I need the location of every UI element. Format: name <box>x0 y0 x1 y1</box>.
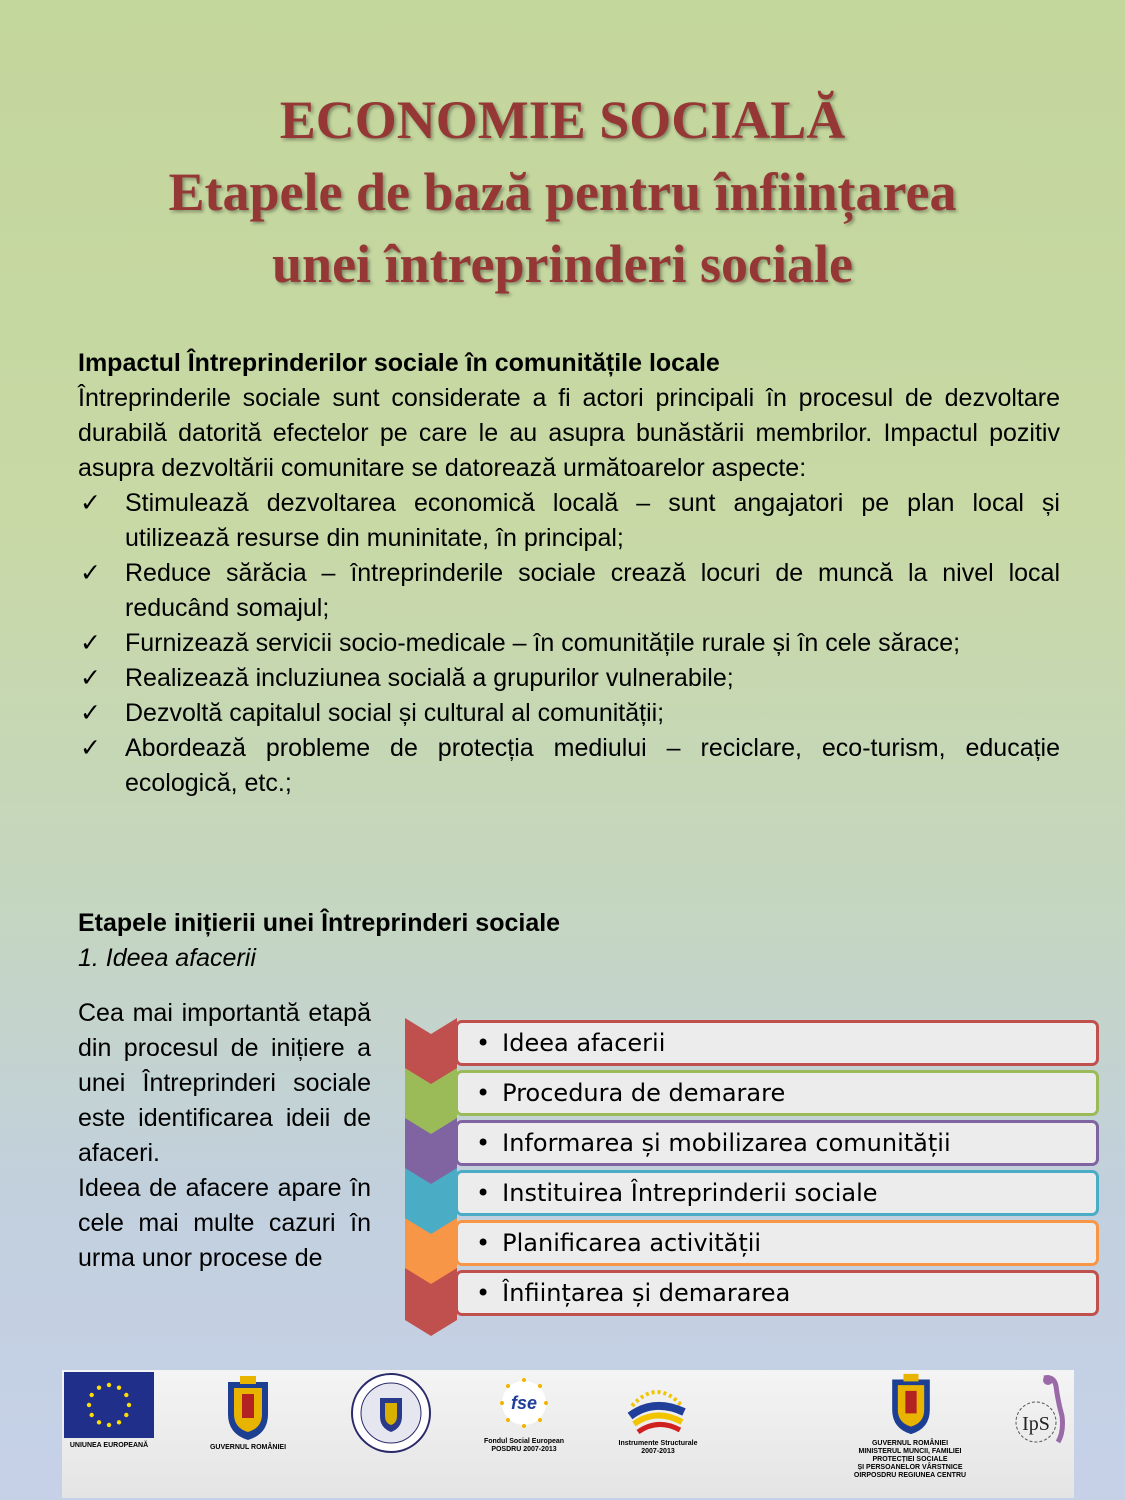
ministry-coat-of-arms-icon <box>886 1372 936 1436</box>
step-label-box <box>455 1220 1099 1266</box>
step-item <box>405 1268 1081 1318</box>
fse-logo-icon <box>494 1376 554 1430</box>
ministry-caption-line: GUVERNUL ROMÂNIEI <box>871 1440 949 1447</box>
list-item-text: Reduce sărăcia – întreprinderile sociale crează locuri de muncă la nivel local reducând somajul; <box>125 559 1060 622</box>
step-label-box <box>455 1070 1099 1116</box>
check-icon: ✓ <box>80 734 101 762</box>
list-item-text: Furnizează servicii socio-medicale – în comunitățile rurale și în cele sărace; <box>125 629 961 657</box>
stages-heading: Etapele inițierii unei Întreprinderi sociale <box>78 909 561 937</box>
list-item-text: Abordează probleme de protecția mediului – reciclare, eco-turism, educație ecologică, etc.; <box>125 734 1060 797</box>
step-label: Planificarea activității <box>502 1229 762 1257</box>
step-label: Instituirea Întreprinderii sociale <box>502 1179 878 1207</box>
bullet-icon: • <box>476 1079 491 1107</box>
eu-star-icon <box>89 1413 93 1417</box>
step-item <box>405 1218 1081 1268</box>
check-icon: ✓ <box>80 559 101 587</box>
eu-star-icon <box>107 1383 111 1387</box>
stages-section <box>78 906 1060 976</box>
coat-of-arms-icon <box>222 1374 274 1442</box>
list-item <box>78 486 1060 556</box>
steps-diagram <box>405 1018 1081 1348</box>
eu-flag-icon <box>64 1372 154 1438</box>
list-item <box>78 556 1060 626</box>
eu-star-icon <box>117 1420 121 1424</box>
ministry-caption <box>832 1440 988 1480</box>
list-item <box>78 696 1060 731</box>
step-item <box>405 1168 1081 1218</box>
step-label-box <box>455 1120 1099 1166</box>
bullet-icon: • <box>476 1279 491 1307</box>
bullet-icon: • <box>476 1179 491 1207</box>
step-label-box <box>455 1020 1099 1066</box>
is-caption: Instrumente Structurale <box>618 1440 698 1447</box>
eu-star-icon <box>127 1403 131 1407</box>
is-caption-sub: 2007-2013 <box>641 1448 675 1455</box>
step-label-box <box>455 1170 1099 1216</box>
stages-paragraph-1: Cea mai importantă etapă din procesul de inițiere a unei Întreprinderi sociale este identificarea ideii de afaceri. <box>78 999 371 1167</box>
eu-star-icon <box>117 1385 121 1389</box>
page-title <box>0 84 1125 300</box>
fse-caption: Fondul Social European <box>483 1438 565 1445</box>
svg-text:IpS: IpS <box>1022 1413 1050 1435</box>
list-item-text: Dezvoltă capitalul social și cultural al comunității; <box>125 699 665 727</box>
stages-paragraph-2: Ideea de afacere apare în cele mai multe cazuri în urma unor procese de <box>78 1174 371 1272</box>
list-item <box>78 626 1060 661</box>
list-item <box>78 731 1060 801</box>
step-item <box>405 1118 1081 1168</box>
eu-star-icon <box>107 1423 111 1427</box>
ministry-caption-line: ȘI PERSOANELOR VÂRSTNICE <box>857 1464 963 1471</box>
impact-paragraph: Întreprinderile sociale sunt considerate a fi actori principali în procesul de dezvoltare durabilă datorită efectelor pe care le au asupra bunăstării membrilor. Impactul pozitiv asupra dezvoltării comunitare se datorează următoarelor aspecte: <box>78 384 1060 482</box>
impact-section <box>78 346 1060 801</box>
fse-caption-sub: POSDRU 2007-2013 <box>491 1446 557 1453</box>
check-icon: ✓ <box>80 664 101 692</box>
impact-list <box>78 486 1060 801</box>
title-line-1: ECONOMIE SOCIALĂ <box>279 90 846 150</box>
title-line-2: Etapele de bază pentru înființarea <box>168 162 957 222</box>
stages-subheading: 1. Ideea afacerii <box>78 944 256 972</box>
svg-text:fse: fse <box>510 1393 538 1413</box>
ips-logo-icon <box>1006 1372 1072 1452</box>
step-item <box>405 1018 1081 1068</box>
eu-star-icon <box>124 1393 128 1397</box>
eu-star-icon <box>97 1420 101 1424</box>
list-item-text: Realizează incluziunea socială a grupurilor vulnerabile; <box>125 664 734 692</box>
list-item-text: Stimulează dezvoltarea economică locală – sunt angajatori pe plan local și utilizează resurse din muninitate, în principal; <box>125 489 1060 552</box>
structural-instruments-logo-icon <box>624 1376 690 1438</box>
eu-caption: UNIUNEA EUROPEANĂ <box>69 1442 149 1449</box>
impact-heading: Impactul Întreprinderilor sociale în comunitățile locale <box>78 349 720 377</box>
step-label: Informarea și mobilizarea comunității <box>502 1129 951 1157</box>
step-label: Înființarea și demararea <box>502 1279 791 1307</box>
bullet-icon: • <box>476 1129 491 1157</box>
eu-star-icon <box>87 1403 91 1407</box>
step-item <box>405 1068 1081 1118</box>
eu-star-icon <box>97 1385 101 1389</box>
step-label: Ideea afacerii <box>502 1029 666 1057</box>
ministry-caption-line: OIRPOSDRU REGIUNEA CENTRU <box>853 1472 967 1479</box>
chevron-icon <box>405 1268 457 1336</box>
bullet-icon: • <box>476 1229 491 1257</box>
title-line-3: unei întreprinderi sociale <box>272 234 853 294</box>
check-icon: ✓ <box>80 489 101 517</box>
stages-text <box>78 996 371 1276</box>
check-icon: ✓ <box>80 699 101 727</box>
ministry-caption-line: PROTECȚIEI SOCIALE <box>872 1456 948 1463</box>
gov-caption: GUVERNUL ROMÂNIEI <box>209 1444 287 1451</box>
eu-star-icon <box>124 1413 128 1417</box>
step-label-box <box>455 1270 1099 1316</box>
check-icon: ✓ <box>80 629 101 657</box>
step-label: Procedura de demarare <box>502 1079 786 1107</box>
sponsor-logo-bar <box>62 1370 1074 1498</box>
ministry-caption-line: MINISTERUL MUNCII, FAMILIEI <box>858 1448 962 1455</box>
ministry-seal-icon <box>350 1372 432 1454</box>
list-item <box>78 661 1060 696</box>
eu-star-icon <box>89 1393 93 1397</box>
bullet-icon: • <box>476 1029 491 1057</box>
